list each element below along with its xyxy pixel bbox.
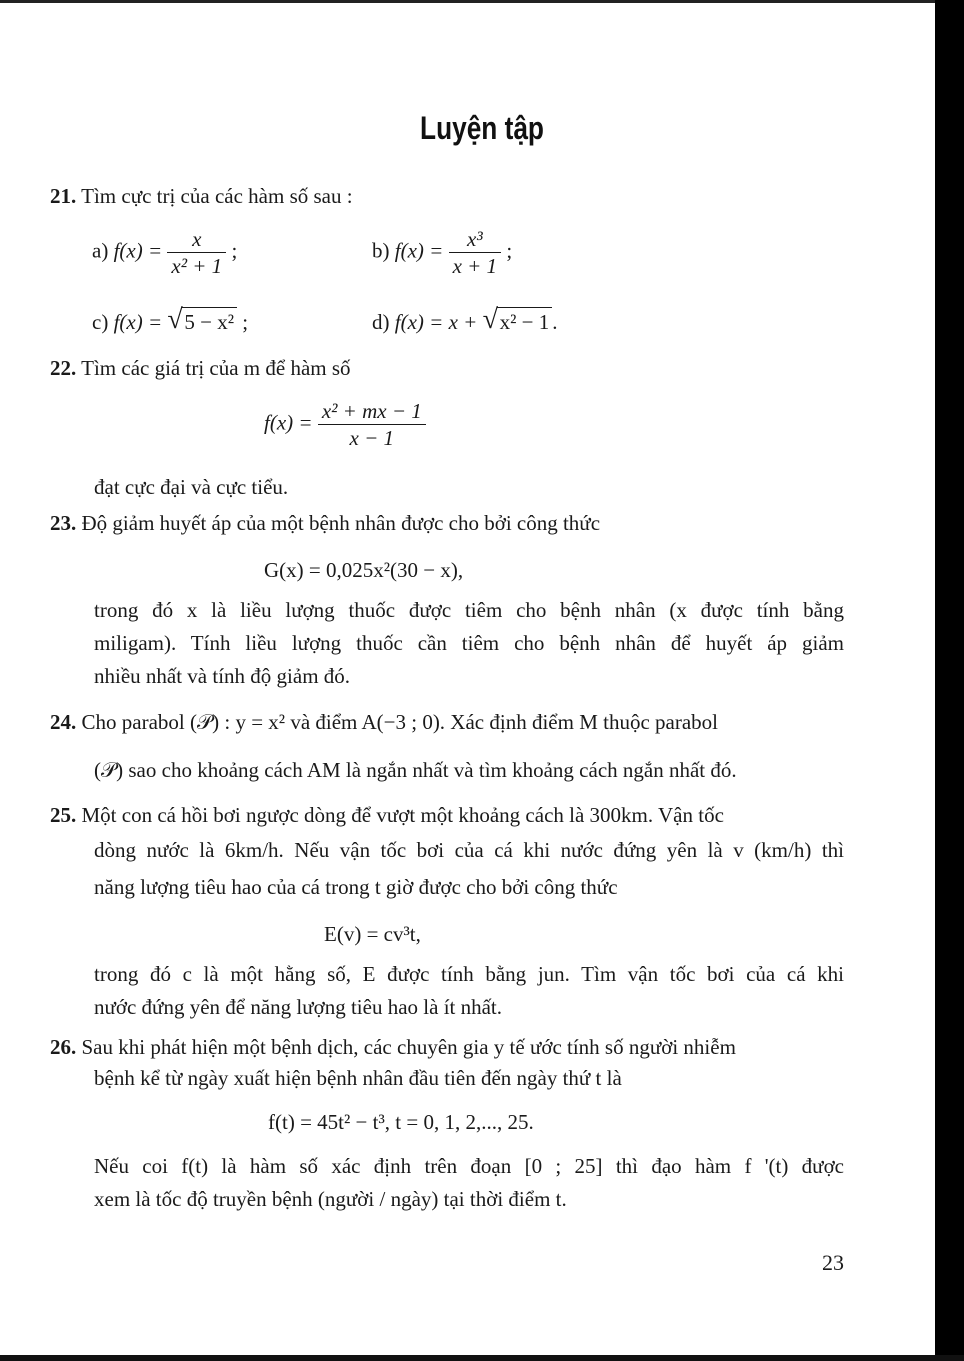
exercise-number: 26. xyxy=(50,1035,77,1059)
exercise-21d: d) f(x) = x + √ x² − 1 . xyxy=(372,306,557,338)
exercise-21b: b) f(x) = $\frac{\text{x³}}{x + 1}$ ; xyxy=(372,227,513,278)
scan-top-edge xyxy=(0,0,964,3)
exercise-number: 22. xyxy=(50,356,77,380)
exercise-21-heading xyxy=(50,180,353,212)
square-root: √ 5 − x² xyxy=(167,306,237,338)
exercise-number: 21. xyxy=(50,184,77,208)
exercise-25-formula: E(v) = cv³t, xyxy=(324,922,421,946)
exercise-number: 23. xyxy=(50,511,77,535)
scan-bottom-edge xyxy=(0,1355,964,1361)
exercise-25-line3: năng lượng tiêu hao của cá trong t giờ được cho bởi công thức xyxy=(94,875,618,899)
exercise-23-heading xyxy=(50,507,600,539)
fraction: $\frac{\text{x³}}{x + 1}$ xyxy=(449,226,502,279)
exercise-25-line4: trong đó c là một hằng số, E được tính bằng jun. Tìm vận tốc bơi của cá khi xyxy=(94,962,844,986)
exercise-text: Độ giảm huyết áp của một bệnh nhân được cho bởi công thức xyxy=(81,511,601,535)
exercise-24-line1: 24. Cho parabol (𝒫) : y = x² và điểm A(−3 ; 0). Xác định điểm M thuộc parabol xyxy=(50,710,718,734)
fraction: $\frac{\text{x² + mx − 1}}{x - 1}$ xyxy=(318,398,426,451)
exercise-26-formula: f(t) = 45t² − t³, t = 0, 1, 2,..., 25. xyxy=(268,1110,534,1134)
exercise-26-line4: xem là tốc độ truyền bệnh (người / ngày) tại thời điểm t. xyxy=(94,1187,567,1211)
fraction: $\frac{x}{\text{x² + 1}}$ xyxy=(167,226,226,279)
square-root: √ x² − 1 xyxy=(483,306,553,338)
exercise-23-formula: G(x) = 0,025x²(30 − x), xyxy=(264,558,464,582)
exercise-number: 24. xyxy=(50,710,77,734)
exercise-26-line3: Nếu coi f(t) là hàm số xác định trên đoạn [0 ; 25] thì đạo hàm f '(t) được xyxy=(94,1154,844,1178)
exercise-25-line5: nước đứng yên để năng lượng tiêu hao là ít nhất. xyxy=(94,995,503,1019)
exercise-22-tail: đạt cực đại và cực tiểu. xyxy=(94,475,289,499)
exercise-22-formula: f(x) = $\frac{\text{x² + mx − 1}}{x - 1}$ xyxy=(264,398,426,451)
exercise-23-line1: trong đó x là liều lượng thuốc được tiêm cho bệnh nhân (x được tính bằng xyxy=(94,598,844,622)
exercise-26-line2: bệnh kể từ ngày xuất hiện bệnh nhân đầu tiên đến ngày thứ t là xyxy=(94,1066,622,1090)
scan-right-edge xyxy=(935,0,964,1361)
exercise-23-line2: miligam). Tính liều lượng thuốc cần tiêm cho bệnh nhân để huyết áp giảm xyxy=(94,631,844,655)
exercise-25-line1: 25. Một con cá hồi bơi ngược dòng để vượt một khoảng cách là 300km. Vận tốc xyxy=(50,803,724,827)
exercise-22-heading xyxy=(50,352,351,384)
page-title: Luyện tập xyxy=(420,110,544,146)
exercise-21a: a) f(x) = $\frac{x}{\text{x² + 1}}$ ; xyxy=(92,227,238,278)
exercise-21c: c) f(x) = √ 5 − x² ; xyxy=(92,306,248,338)
exercise-26-line1: 26. Sau khi phát hiện một bệnh dịch, các chuyên gia y tế ước tính số người nhiễm xyxy=(50,1035,736,1059)
exercise-23-line3: nhiều nhất và tính độ giảm đó. xyxy=(94,664,351,688)
exercise-text: Tìm các giá trị của m để hàm số xyxy=(81,356,351,380)
exercise-text: Tìm cực trị của các hàm số sau : xyxy=(81,184,353,208)
exercise-number: 25. xyxy=(50,803,77,827)
exercise-25-line2: dòng nước là 6km/h. Nếu vận tốc bơi của cá khi nước đứng yên là v (km/h) thì xyxy=(94,838,844,862)
page-number: 23 xyxy=(822,1250,844,1275)
exercise-24-line2: (𝒫) sao cho khoảng cách AM là ngắn nhất và tìm khoảng cách ngắn nhất đó. xyxy=(94,758,737,782)
